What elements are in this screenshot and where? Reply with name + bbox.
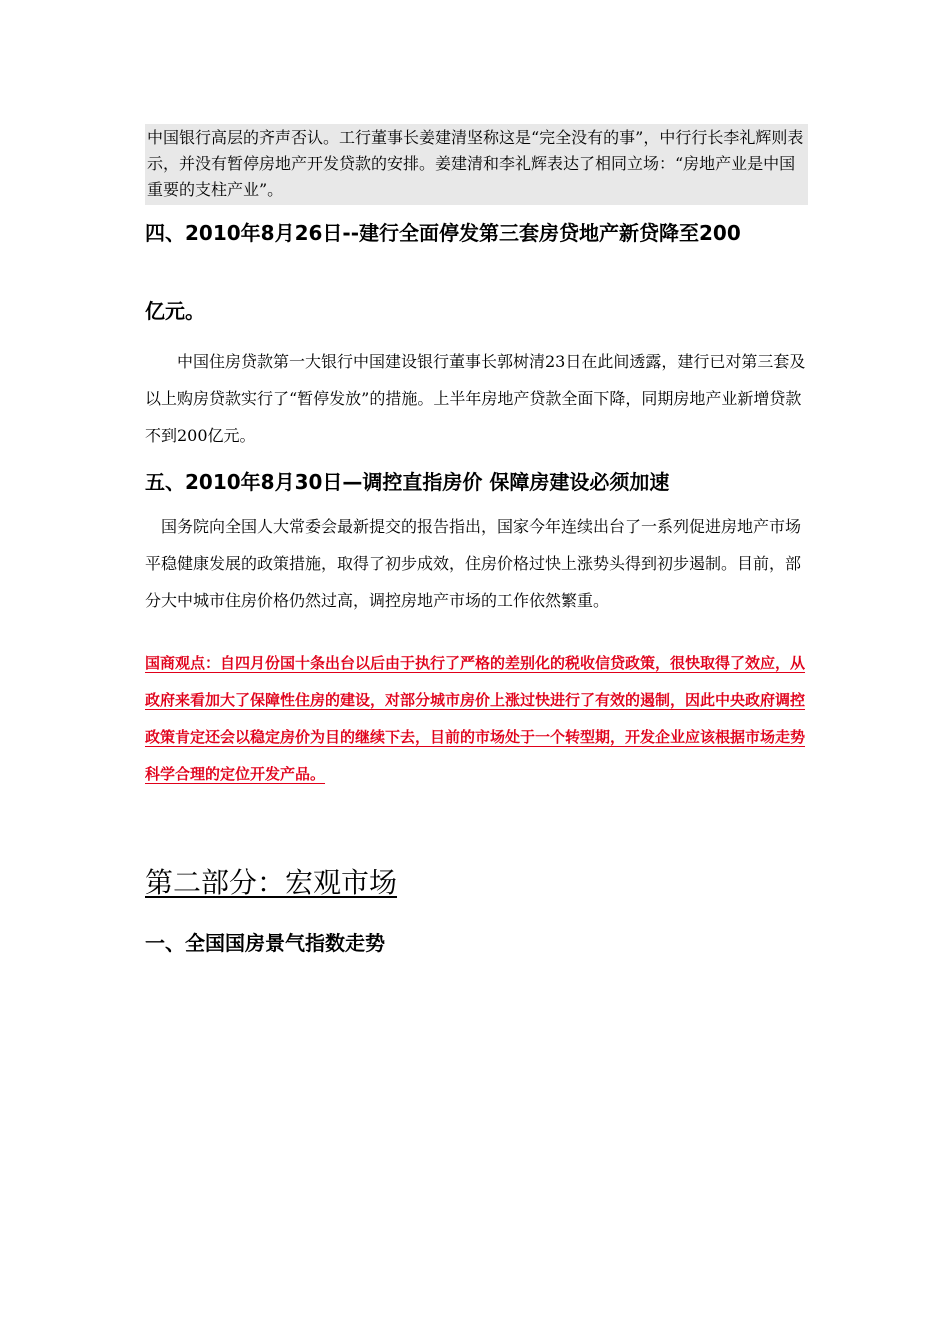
section-4-heading-line2: 亿元。 <box>145 299 205 323</box>
intro-paragraph: 中国银行高层的齐声否认。工行董事长姜建清坚称这是“完全没有的事”，中行行长李礼辉则表示，并没有暂停房地产开发贷款的安排。姜建清和李礼辉表达了相同立场：“房地产业是中国重要的支柱产业”。 <box>147 128 804 199</box>
section-5-body: 国务院向全国人大常委会最新提交的报告指出，国家今年连续出台了一系列促进房地产市场平稳健康发展的政策措施，取得了初步成效，住房价格过快上涨势头得到初步遏制。目前，部分大中城市住房价格仍然过高，调控房地产市场的工作依然繁重。 <box>145 517 802 610</box>
section-4-body: 中国住房贷款第一大银行中国建设银行董事长郭树清23日在此间透露，建行已对第三套及以上购房贷款实行了“暂停发放”的措施。上半年房地产贷款全面下降，同期房地产业新增贷款不到200亿元。 <box>145 352 806 445</box>
section-4-heading-line1: 四、2010年8月26日--建行全面停发第三套房贷地产新贷降至200 <box>145 221 741 245</box>
shaded-quote-block <box>145 124 808 205</box>
opinion-paragraph: 国商观点：自四月份国十条出台以后由于执行了严格的差别化的税收信贷政策，很快取得了效应，从政府来看加大了保障性住房的建设，对部分城市房价上涨过快进行了有效的遏制，因此中央政府调控政策肯定还会以稳定房价为目的继续下去，目前的市场处于一个转型期，开发企业应该根据市场走势科学合理的定位开发产品。 <box>145 654 806 783</box>
part-2-title: 第二部分：宏观市场 <box>145 866 398 899</box>
document-page <box>145 124 808 957</box>
part-2-subheading: 一、全国国房景气指数走势 <box>145 931 385 955</box>
section-5-heading: 五、2010年8月30日—调控直指房价 保障房建设必须加速 <box>145 470 670 494</box>
